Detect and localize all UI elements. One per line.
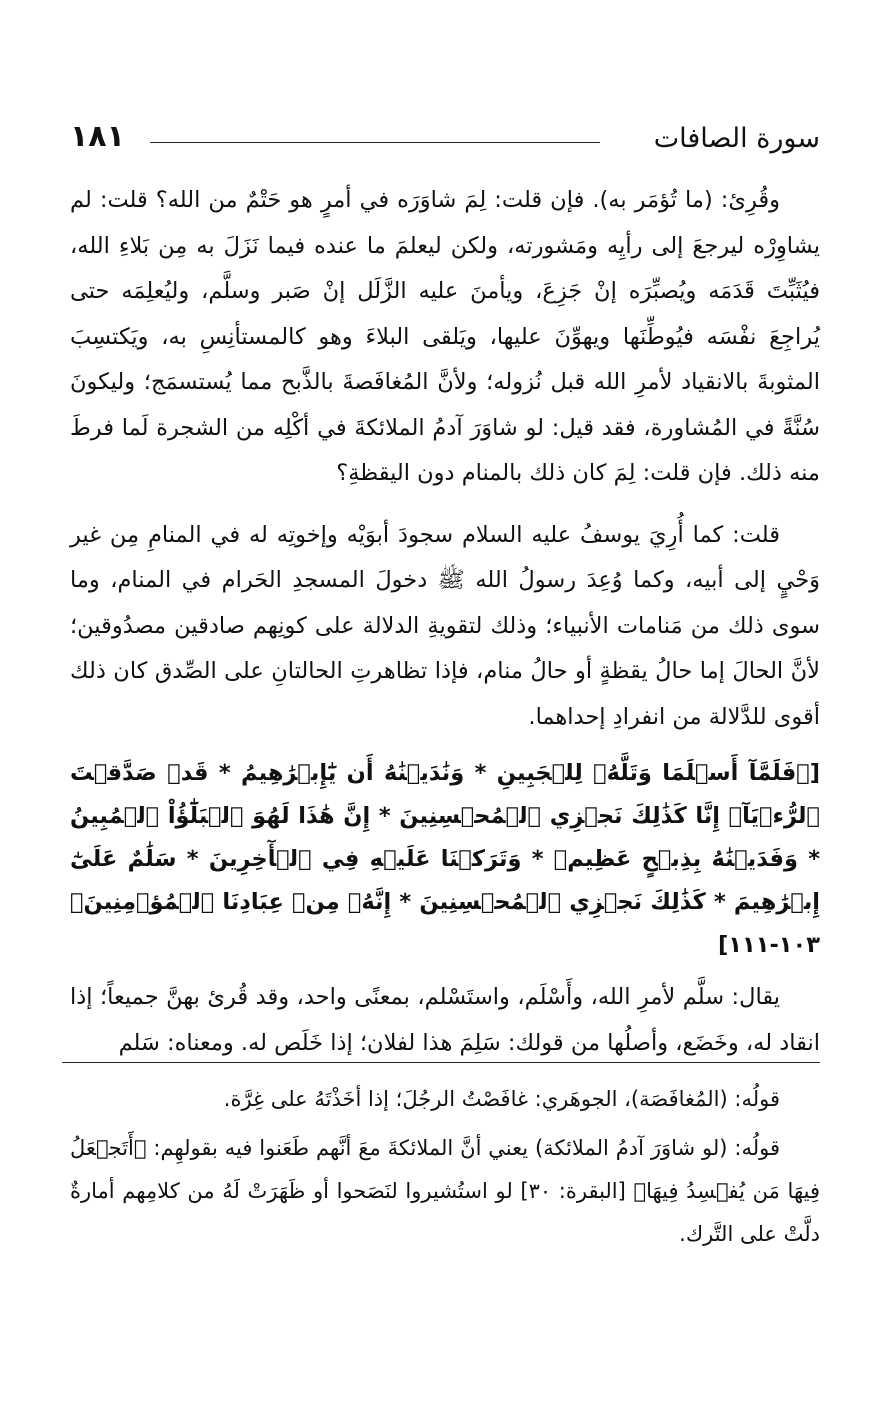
paragraph-3: يقال: سلَّم لأمرِ الله، وأَسْلَم، واستَسْلم، بمعنًى واحد، وقد قُرئ بهنَّ جميعاً؛ إذا انقاد له، وخَضَع، وأصلُها من قولك: سَلِمَ هذا لفلان؛ إذا خَلَص له. ومعناه: سَلم [70, 984, 820, 1056]
running-title: سورة الصافات [653, 123, 820, 154]
paragraph-2: قلت: كما أُرِيَ يوسفُ عليه السلام سجودَ أبوَيْه وإخوتِه له في المنامِ مِن غير وَحْيٍ إلى أبيه، وكما وُعِدَ رسولُ الله ﷺ دخولَ المسجدِ الحَرام في المنام، وما سوى ذلك من مَنامات الأنبياء؛ وذلك لتقويةِ الدلالة على كونِهم صادقين مصدُوقين؛ لأنَّ الحالَ إما حالُ يقظةٍ أو حالُ منام، فإذا تظاهرتِ الحالتانِ على الصِّدق كان ذلك أقوى للدَّلالة من انفرادِ إحداهما. [70, 521, 820, 730]
page-header [70, 118, 820, 158]
paragraph-1: وقُرِئ: (ما تُؤمَر به). فإن قلت: لِمَ شاوَرَه في أمرٍ هو حَتْمٌ من الله؟ قلت: لم يشاوِرْه ليرجعَ إلى رأيِه ومَشورته، ولكن ليعلمَ ما عنده فيما نَزَلَ به مِن بَلاءِ الله، فيُثَبِّتَ قَدَمَه ويُصبِّرَه إنْ جَزِعَ، ويأمنَ عليه الزَّلَل إنْ صَبر وسلَّم، وليُعلِمَه حتى يُراجِعَ نفْسَه فيُوطِّنَها ويهوِّنَ عليها، ويَلقى البلاءَ وهو كالمستأنِسِ به، ويَكتسِبَ المثوبةَ بالانقياد لأمرِ الله قبل نُزوله؛ ولأنَّ المُغافَصةَ بالذَّبح مما يُستسمَج؛ وليكونَ سُنَّةً في المُشاورة، فقد قيل: لو شاوَرَ آدمُ الملائكةَ في أكْلِه من الشجرة لَما فرطَ منه ذلك. فإن قلت: لِمَ كان ذلك بالمنام دون اليقظةِ؟ [70, 187, 820, 486]
quran-verses: [﴿فَلَمَّآ أَسۡلَمَا وَتَلَّهُۥ لِلۡجَبِينِ * وَنَٰدَيۡنَٰهُ أَن يَٰٓإِبۡرَٰهِيمُ * قَدۡ صَدَّقۡتَ ٱلرُّءۡيَآۚ إِنَّا كَذَٰلِكَ نَجۡزِي ٱلۡمُحۡسِنِينَ * إِنَّ هَٰذَا لَهُوَ ٱلۡبَلَٰٓؤُاْ ٱلۡمُبِينُ * وَفَدَيۡنَٰهُ بِذِبۡحٍ عَظِيمٖ * وَتَرَكۡنَا عَلَيۡهِ فِي ٱلۡأٓخِرِينَ * سَلَٰمٌ عَلَىٰٓ إِبۡرَٰهِيمَ * كَذَٰلِكَ نَجۡزِي ٱلۡمُحۡسِنِينَ * إِنَّهُۥ مِنۡ عِبَادِنَا ٱلۡمُؤۡمِنِينَ﴾ ١٠٣-١١١] [70, 760, 820, 958]
footnotes [70, 1078, 820, 1262]
main-text [70, 178, 820, 1066]
footnote-1: قولُه: (المُغافَصَة)، الجوهَري: غافَصْتُ الرجُلَ؛ إذا أخَذْتَهُ على غِرَّة. [223, 1087, 780, 1111]
footnote-2: قولُه: (لو شاوَرَ آدمُ الملائكة) يعني أنَّ الملائكةَ معَ أنَّهم طَعَنوا فيه بقولهِم: ﴿أَتَجۡعَلُ فِيهَا مَن يُفۡسِدُ فِيهَا﴾ [البقرة: ٣٠] لو استُشيروا لنَصَحوا أو ظَهَرَتْ لَهُ من كلامِهم أمارةٌ دلَّتْ على التَّرك. [70, 1136, 820, 1246]
footnote-separator [62, 1062, 820, 1063]
header-rule [150, 142, 600, 143]
page-number: ١٨١ [70, 119, 125, 154]
